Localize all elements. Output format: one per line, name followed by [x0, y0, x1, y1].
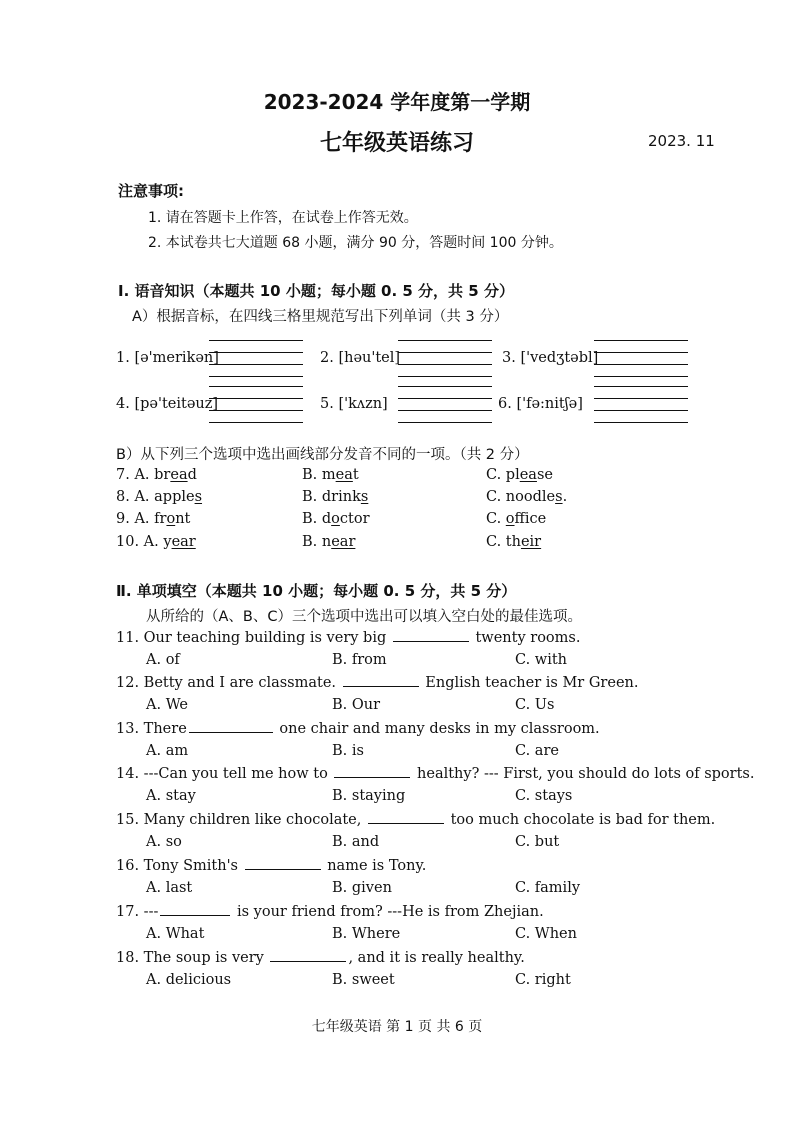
exam-term-title: 2023-2024 学年度第一学期 [263, 90, 531, 114]
writing-grid-4[interactable] [209, 386, 303, 446]
answer-blank[interactable] [393, 629, 469, 642]
option-c[interactable]: C. Us [515, 697, 555, 713]
pron-row-10-b[interactable]: B. near [302, 534, 356, 550]
option-b[interactable]: B. and [332, 834, 380, 850]
option-a[interactable]: A. delicious [146, 972, 232, 988]
option-b[interactable]: B. from [332, 652, 387, 668]
option-a[interactable]: A. last [146, 880, 193, 896]
answer-blank[interactable] [160, 903, 230, 916]
pron-row-10-c[interactable]: C. their [486, 534, 542, 550]
page-footer: 七年级英语 第 1 页 共 6 页 [311, 1019, 483, 1035]
pron-row-8-a[interactable]: 8. A. apples [116, 489, 203, 505]
pron-row-9-b[interactable]: B. doctor [302, 511, 370, 527]
answer-blank[interactable] [368, 811, 444, 824]
option-b[interactable]: B. Our [332, 697, 381, 713]
question-17: 17. --- is your friend from? ---He is from Zhejian. [116, 904, 544, 920]
option-a[interactable]: A. am [146, 743, 189, 759]
option-b[interactable]: B. sweet [332, 972, 395, 988]
section-2-instruction: 从所给的（A、B、C）三个选项中选出可以填入空白处的最佳选项。 [146, 609, 582, 625]
note-item: 1. 请在答题卡上作答，在试卷上作答无效。 [148, 210, 418, 226]
option-a[interactable]: A. of [146, 652, 180, 668]
option-b[interactable]: B. is [332, 743, 364, 759]
section-1-title: Ⅰ. 语音知识（本题共 10 小题；每小题 0. 5 分，共 5 分） [118, 282, 514, 300]
exam-date: 2023. 11 [648, 132, 715, 150]
pron-row-9-c[interactable]: C. office [486, 511, 547, 527]
phonetic-item-4: 4. [pə'teitəuz] [116, 396, 219, 412]
phonetic-item-2: 2. [həu'tel] [320, 350, 401, 366]
option-c[interactable]: C. When [515, 926, 577, 942]
question-18: 18. The soup is very , and it is really healthy. [116, 950, 525, 966]
option-c[interactable]: C. with [515, 652, 568, 668]
option-c[interactable]: C. but [515, 834, 560, 850]
question-11: 11. Our teaching building is very big twenty rooms. [116, 630, 581, 646]
option-a[interactable]: A. stay [146, 788, 196, 804]
option-b[interactable]: B. given [332, 880, 392, 896]
phonetic-item-5: 5. ['kʌzn] [320, 396, 388, 412]
section-1a-instruction: A）根据音标，在四线三格里规范写出下列单词（共 3 分） [132, 309, 509, 325]
question-15: 15. Many children like chocolate, too much chocolate is bad for them. [116, 812, 716, 828]
pron-row-9-a[interactable]: 9. A. front [116, 511, 191, 527]
option-c[interactable]: C. stays [515, 788, 573, 804]
question-16: 16. Tony Smith's name is Tony. [116, 858, 427, 874]
question-12: 12. Betty and I are classmate. English teacher is Mr Green. [116, 675, 639, 691]
writing-grid-6[interactable] [594, 386, 688, 446]
option-a[interactable]: A. What [146, 926, 205, 942]
exam-title: 七年级英语练习 [319, 131, 474, 156]
section-2-title: Ⅱ. 单项填空（本题共 10 小题；每小题 0. 5 分，共 5 分） [116, 582, 517, 600]
pron-row-8-b[interactable]: B. drinks [302, 489, 369, 505]
answer-blank[interactable] [343, 674, 419, 687]
question-13: 13. There one chair and many desks in my classroom. [116, 721, 600, 737]
option-c[interactable]: C. family [515, 880, 581, 896]
option-a[interactable]: A. so [146, 834, 182, 850]
option-b[interactable]: B. Where [332, 926, 401, 942]
pron-row-8-c[interactable]: C. noodles. [486, 489, 568, 505]
notes-heading: 注意事项: [118, 182, 184, 200]
phonetic-item-1: 1. [ə'merikən] [116, 350, 219, 366]
pron-row-7-c[interactable]: C. please [486, 467, 553, 483]
answer-blank[interactable] [189, 720, 273, 733]
pron-row-7-b[interactable]: B. meat [302, 467, 359, 483]
answer-blank[interactable] [334, 765, 410, 778]
option-b[interactable]: B. staying [332, 788, 406, 804]
option-a[interactable]: A. We [146, 697, 188, 713]
note-item: 2. 本试卷共七大道题 68 小题，满分 90 分，答题时间 100 分钟。 [148, 235, 563, 251]
pron-row-10-a[interactable]: 10. A. year [116, 534, 196, 550]
question-14: 14. ---Can you tell me how to healthy? --- First, you should do lots of sports. [116, 766, 755, 782]
option-c[interactable]: C. right [515, 972, 571, 988]
phonetic-item-3: 3. ['vedʒtəbl] [502, 350, 599, 366]
answer-blank[interactable] [245, 857, 321, 870]
writing-grid-5[interactable] [398, 386, 492, 446]
phonetic-item-6: 6. ['fə:nitʃə] [498, 396, 583, 412]
section-1b-instruction: B）从下列三个选项中选出画线部分发音不同的一项。（共 2 分） [116, 447, 529, 463]
answer-blank[interactable] [270, 949, 346, 962]
pron-row-7-a[interactable]: 7. A. bread [116, 467, 197, 483]
option-c[interactable]: C. are [515, 743, 559, 759]
